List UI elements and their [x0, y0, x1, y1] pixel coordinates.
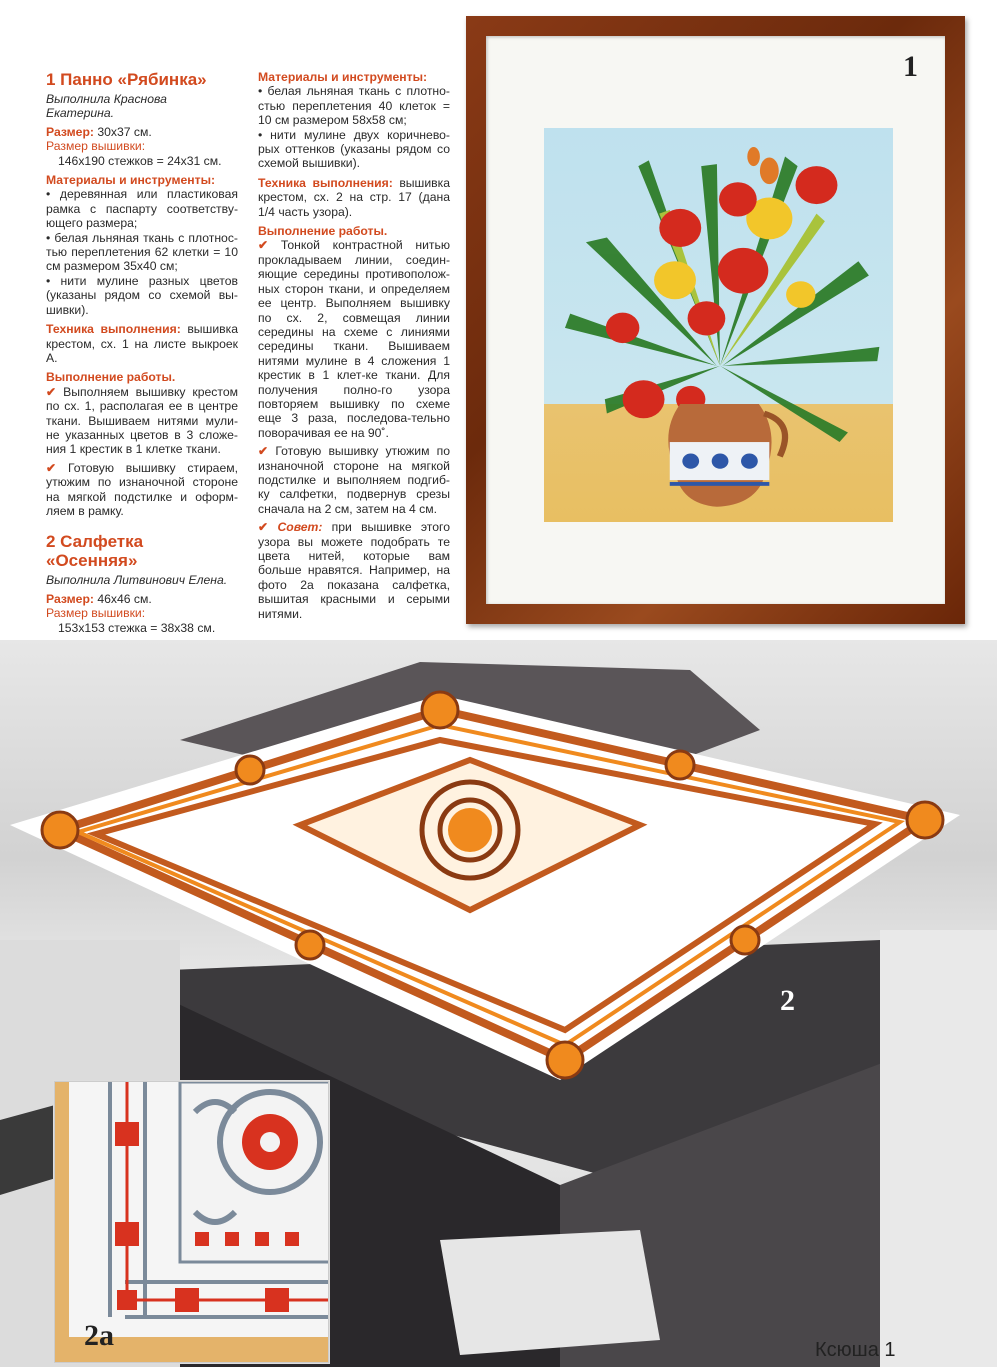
- emb-size-label: Размер вышивки:: [46, 139, 146, 154]
- rowan-bouquet-illustration: [544, 128, 893, 522]
- title-salfetka: 2 Салфетка «Осенняя»: [46, 532, 144, 571]
- materials-label-2: Материалы и инструменты:: [258, 70, 428, 84]
- size-label: Размер:: [46, 591, 94, 606]
- technique-line-1: [46, 322, 238, 365]
- emb-size-value: 146х190 стежков = 24х31 см.: [58, 153, 222, 168]
- work-step-text: Выполняем вышивку крестом по сх. 1, располагая ее в центре ткани. Вышиваем нитями мули-не указанных цветов в 3 сложе-ния 1 крестик в 1 клетке ткани.: [46, 384, 239, 457]
- author-2: Выполнила Литвинович Елена.: [46, 573, 228, 588]
- check-icon: ✔: [46, 460, 57, 475]
- technique-value: вышивка крестом, сх. 2 на стр. 17 (дана 1/4 часть узора).: [258, 175, 450, 219]
- check-icon: ✔: [258, 444, 269, 459]
- material-item: • нити мулине двух коричнево-рых оттенков (указаны рядом со схемой вышивки).: [258, 127, 450, 171]
- tip-label: Совет:: [277, 520, 323, 535]
- material-item: • деревянная или пластиковая рамка с паспарту соответству-ющего размера;: [46, 187, 238, 231]
- technique-value: вышивка крестом, сх. 1 на листе выкроек А.: [46, 322, 238, 365]
- page-footer: Ксюша 1: [815, 1339, 896, 1361]
- technique-label: Техника выполнения:: [258, 175, 393, 190]
- materials-label-1: Материалы и инструменты:: [46, 173, 216, 188]
- check-icon: ✔: [46, 384, 57, 399]
- instructions-column-1: [46, 70, 238, 635]
- material-item: • нити мулине разных цветов (указаны рядом со схемой вы-шивки).: [46, 273, 238, 317]
- figure-number-1: 1: [903, 50, 918, 83]
- tip: [258, 520, 450, 621]
- material-item: • белая льняная ткань с плотнос-тью переплетения 62 клетки = 10 см размером 35х40 см;: [46, 230, 238, 274]
- tip-text: при вышивке этого узора вы можете подобрать те цвета нитей, которые вам больше нравятся. Например, на фото 2а показана салфетка, вышитая красными и серыми нитями.: [258, 520, 450, 621]
- figure-number-2a: 2а: [84, 1319, 114, 1352]
- size-value: 30х37 см.: [97, 124, 152, 139]
- author-1: Выполнила Краснова Екатерина.: [46, 92, 167, 121]
- rowan-embroidery-image: [544, 128, 893, 522]
- work-step-text: Тонкой контрастной нитью прокладываем линии, соедин-яющие середины противополож-ных сторон ткани, и определяем ее центр. Выполняем вышивку по сх. 2, совмещая линии середины на схеме с линиями середины ткани. Вышиваем нитями мулине в 4 сложения 1 крестик в 1 клет-ке ткани. Для получения полно-го узора повторяем вышивку по схеме еще 3 раза, последова-тельно поворачивая ее на 90˚.: [258, 238, 450, 440]
- work-step: [258, 238, 450, 440]
- check-icon: ✔: [258, 520, 269, 535]
- instructions-column-2: [258, 70, 450, 621]
- size-line-1: [46, 125, 238, 139]
- work-label-2: Выполнение работы.: [258, 224, 388, 239]
- technique-line-2: [258, 176, 450, 219]
- material-item: • белая льняная ткань с плотно-стью переплетения 40 клеток = 10 см размером 58х58 см;: [258, 84, 450, 128]
- passe-partout: [486, 36, 945, 604]
- picture-frame: [466, 16, 965, 624]
- emb-size-label: Размер вышивки:: [46, 606, 146, 621]
- check-icon: ✔: [258, 238, 269, 253]
- work-step: [46, 461, 238, 519]
- size-value: 46х46 см.: [97, 591, 152, 606]
- size-line-2: [46, 592, 238, 606]
- emb-size-value: 153х153 стежка = 38х38 см.: [58, 620, 216, 635]
- size-label: Размер:: [46, 124, 94, 139]
- work-step-text: Готовую вышивку утюжим по изнаночной стороне на мягкой подстилке и выполняем подгиб-ку салфетки, подвернув срезы сначала на 2 см, затем на 4 см.: [258, 444, 450, 516]
- work-step-text: Готовую вышивку стираем, утюжим по изнаночной стороне на мягкой подстилке и оформ-ляем в рамку.: [46, 460, 238, 518]
- work-step: [46, 385, 238, 457]
- technique-label: Техника выполнения:: [46, 322, 181, 337]
- work-label-1: Выполнение работы.: [46, 370, 176, 385]
- figure-number-2: 2: [780, 984, 795, 1017]
- work-step: [258, 444, 450, 516]
- title-panno: 1 Панно «Рябинка»: [46, 70, 207, 89]
